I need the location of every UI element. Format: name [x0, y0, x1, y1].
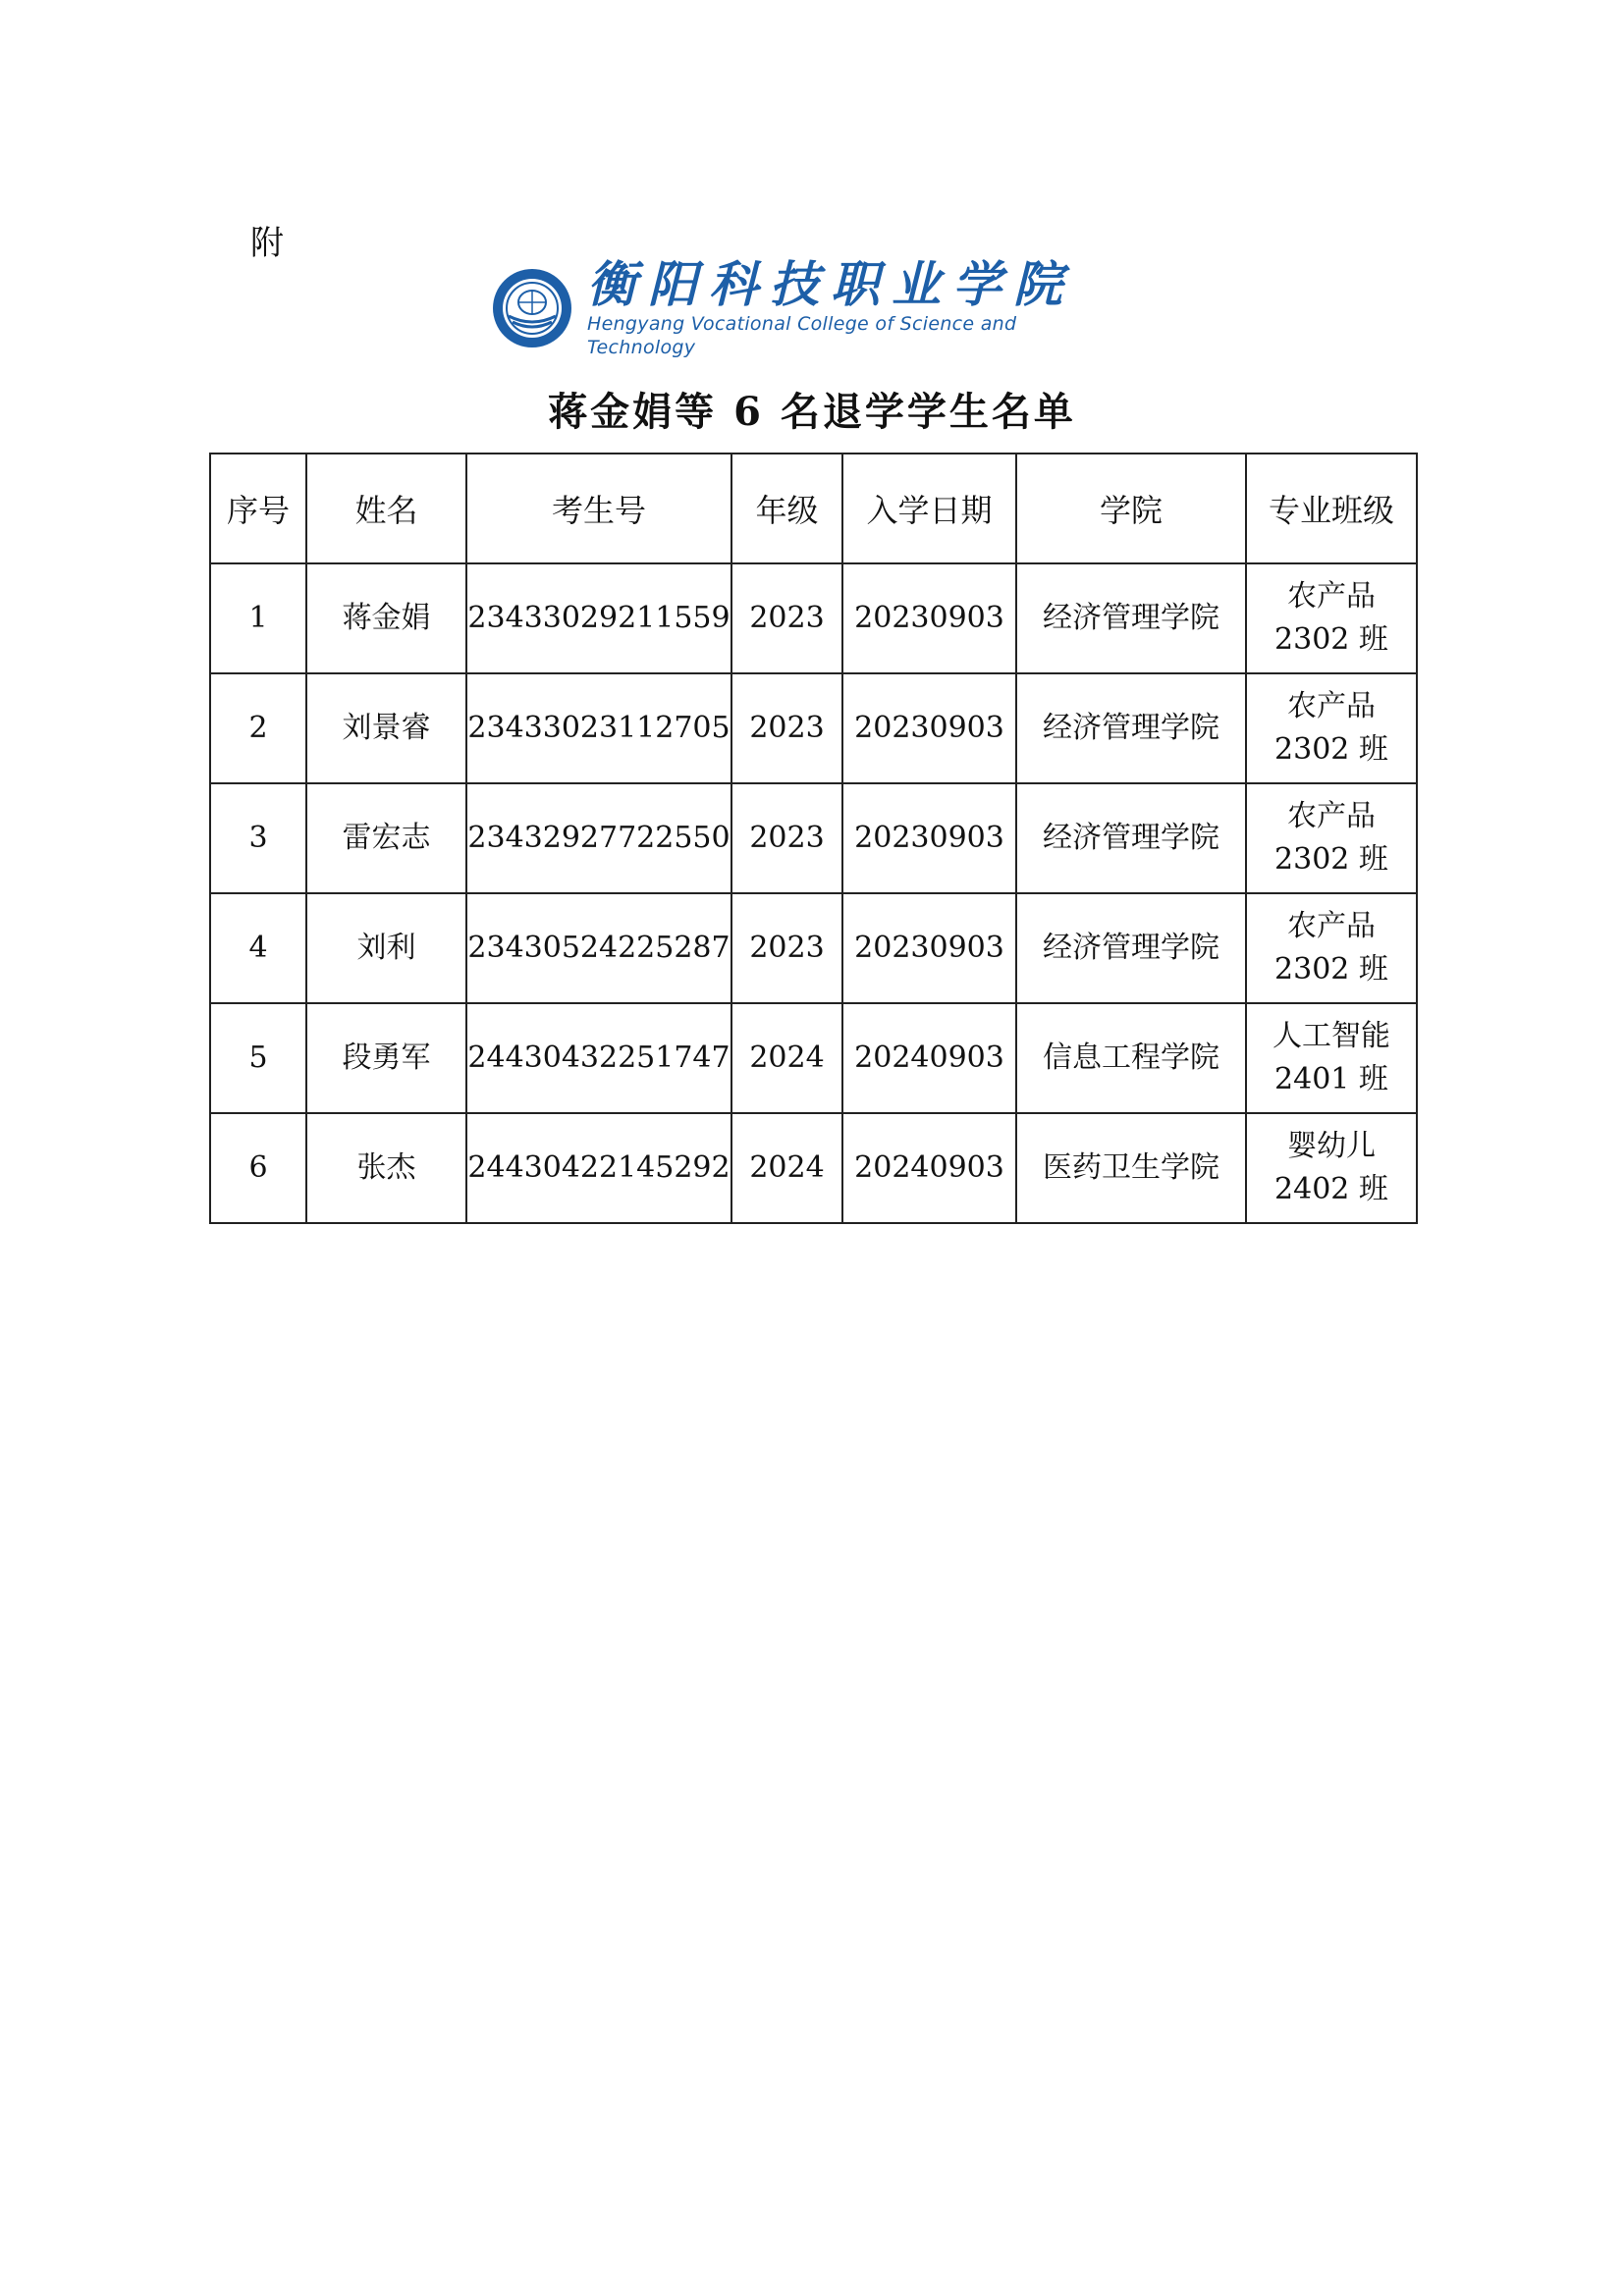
column-header-class: 专业班级 [1246, 454, 1417, 563]
cell-enroll-date: 20230903 [842, 783, 1016, 893]
cell-exam-id: 23433023112705 [466, 673, 731, 783]
cell-class-no: 2302 班 [1274, 622, 1388, 657]
cell-class [1246, 893, 1417, 1003]
cell-enroll-date: 20230903 [842, 673, 1016, 783]
cell-grade: 2024 [731, 1003, 842, 1113]
table-row [210, 563, 1417, 673]
annex-label: 附 [250, 224, 284, 263]
college-name-cn: 衡阳科技职业学院 [587, 255, 1074, 313]
college-logo [491, 255, 1129, 358]
cell-college: 医药卫生学院 [1016, 1113, 1246, 1223]
college-name-en: Hengyang Vocational College of Science and Technology [587, 313, 1017, 358]
cell-name: 雷宏志 [306, 783, 466, 893]
column-header-no: 序号 [210, 454, 306, 563]
cell-name: 段勇军 [306, 1003, 466, 1113]
table-row [210, 1113, 1417, 1223]
cell-college: 经济管理学院 [1016, 783, 1246, 893]
cell-class-no: 2302 班 [1274, 842, 1388, 877]
cell-exam-id: 23430524225287 [466, 893, 731, 1003]
column-header-college: 学院 [1016, 454, 1246, 563]
cell-no: 3 [210, 783, 306, 893]
cell-class [1246, 783, 1417, 893]
cell-no: 1 [210, 563, 306, 673]
column-header-exam-id: 考生号 [466, 454, 731, 563]
cell-no: 6 [210, 1113, 306, 1223]
cell-enroll-date: 20240903 [842, 1113, 1016, 1223]
column-header-grade: 年级 [731, 454, 842, 563]
cell-enroll-date: 20240903 [842, 1003, 1016, 1113]
cell-class [1246, 1003, 1417, 1113]
cell-class-no: 2401 班 [1274, 1062, 1388, 1096]
cell-exam-id: 24430422145292 [466, 1113, 731, 1223]
cell-enroll-date: 20230903 [842, 893, 1016, 1003]
table-header-row [210, 454, 1417, 563]
cell-class [1246, 673, 1417, 783]
cell-major: 婴幼儿 [1287, 1129, 1376, 1163]
cell-exam-id: 24430432251747 [466, 1003, 731, 1113]
cell-major: 农产品 [1287, 799, 1376, 833]
table-row [210, 783, 1417, 893]
cell-exam-id: 23433029211559 [466, 563, 731, 673]
cell-major: 农产品 [1287, 689, 1376, 723]
column-header-name: 姓名 [306, 454, 466, 563]
cell-major: 人工智能 [1272, 1019, 1390, 1053]
cell-no: 5 [210, 1003, 306, 1113]
cell-college: 经济管理学院 [1016, 673, 1246, 783]
cell-no: 4 [210, 893, 306, 1003]
document-title: 蒋金娟等 6 名退学学生名单 [548, 389, 1076, 435]
cell-enroll-date: 20230903 [842, 563, 1016, 673]
cell-exam-id: 23432927722550 [466, 783, 731, 893]
cell-college: 经济管理学院 [1016, 563, 1246, 673]
cell-class-no: 2402 班 [1274, 1172, 1388, 1206]
cell-grade: 2023 [731, 893, 842, 1003]
cell-grade: 2024 [731, 1113, 842, 1223]
cell-class [1246, 563, 1417, 673]
cell-class-no: 2302 班 [1274, 732, 1388, 767]
table-row [210, 893, 1417, 1003]
cell-college: 信息工程学院 [1016, 1003, 1246, 1113]
cell-major: 农产品 [1287, 579, 1376, 614]
cell-major: 农产品 [1287, 909, 1376, 943]
column-header-enroll-date: 入学日期 [842, 454, 1016, 563]
cell-name: 张杰 [306, 1113, 466, 1223]
cell-grade: 2023 [731, 783, 842, 893]
college-emblem-icon [491, 267, 573, 349]
cell-name: 刘利 [306, 893, 466, 1003]
cell-class [1246, 1113, 1417, 1223]
cell-class-no: 2302 班 [1274, 952, 1388, 987]
table-row [210, 1003, 1417, 1113]
table-row [210, 673, 1417, 783]
cell-grade: 2023 [731, 673, 842, 783]
withdrawn-students-table [209, 453, 1418, 1224]
cell-name: 刘景睿 [306, 673, 466, 783]
cell-no: 2 [210, 673, 306, 783]
cell-college: 经济管理学院 [1016, 893, 1246, 1003]
cell-grade: 2023 [731, 563, 842, 673]
cell-name: 蒋金娟 [306, 563, 466, 673]
